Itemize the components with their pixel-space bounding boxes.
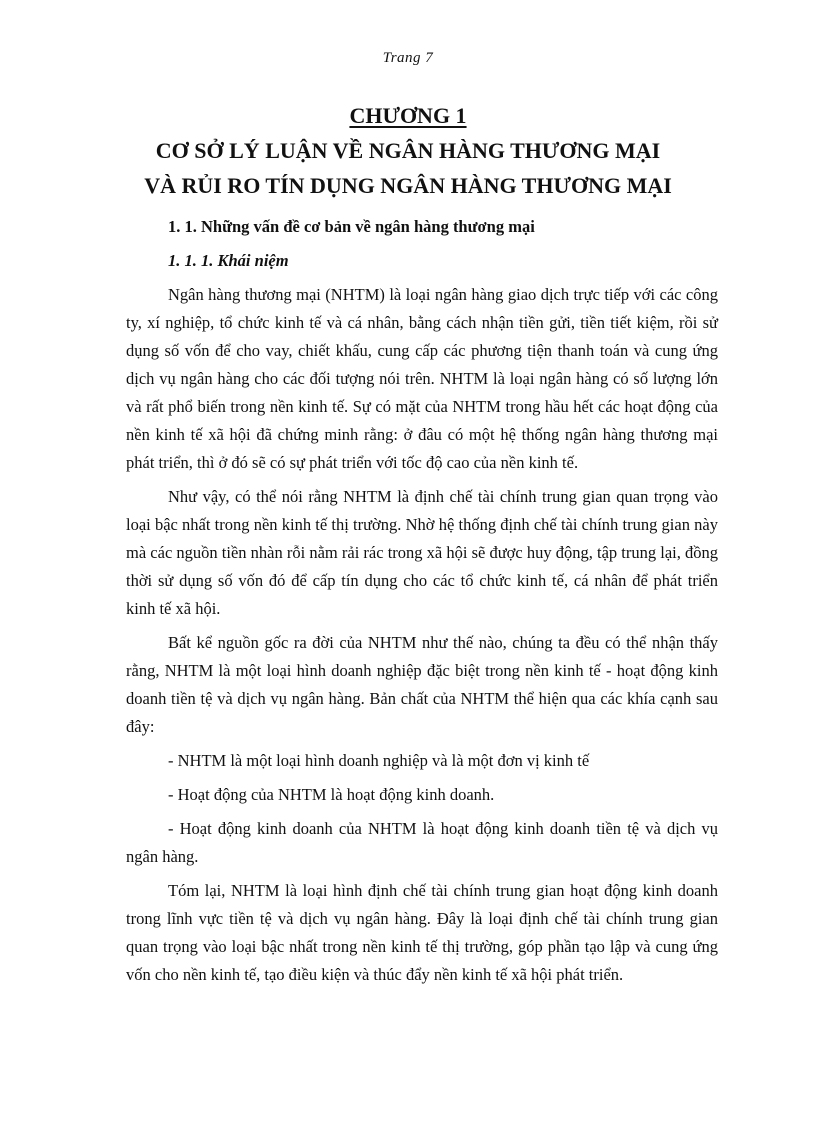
paragraph-definition: Ngân hàng thương mại (NHTM) là loại ngân hàng giao dịch trực tiếp với các công ty, xí nghiệp, tổ chức kinh tế và cá nhân, bằng cách nhận tiền gửi, tiền tiết kiệm, rồi sử dụng số vốn để cho vay, chiết khấu, cung cấp các phương tiện thanh toán và cung ứng dịch vụ ngân hàng cho các đối tượng nói trên. NHTM là loại ngân hàng có số lượng lớn và rất phổ biến trong nền kinh tế. Sự có mặt của NHTM trong hầu hết các hoạt động của nền kinh tế xã hội đã chứng minh rằng: ở đâu có một hệ thống ngân hàng thương mại phát triển, thì ở đó sẽ có sự phát triển với tốc độ cao của nền kinh tế. (126, 285, 718, 472)
paragraph-intermediary: Như vậy, có thể nói rằng NHTM là định chế tài chính trung gian quan trọng vào loại bậc nhất trong nền kinh tế thị trường. Nhờ hệ thống định chế tài chính trung gian này mà các nguồn tiền nhàn rỗi nằm rải rác trong xã hội sẽ được huy động, tập trung lại, đồng thời sử dụng số vốn đó để cấp tín dụng cho các tổ chức kinh tế, cá nhân để phát triển kinh tế xã hội. (126, 487, 718, 618)
list-item: - Hoạt động kinh doanh của NHTM là hoạt động kinh doanh tiền tệ và dịch vụ ngân hàng. (126, 819, 718, 866)
list-item: - NHTM là một loại hình doanh nghiệp và là một đơn vị kinh tế (168, 751, 590, 770)
chapter-label: CHƯƠNG 1 (349, 103, 467, 128)
document-body (126, 213, 718, 995)
chapter-heading (100, 98, 716, 203)
chapter-title-line-2: VÀ RỦI RO TÍN DỤNG NGÂN HÀNG THƯƠNG MẠI (144, 173, 672, 198)
paragraph-nature: Bất kể nguồn gốc ra đời của NHTM như thế nào, chúng ta đều có thể nhận thấy rằng, NHTM là một loại hình doanh nghiệp đặc biệt trong nền kinh tế - hoạt động kinh doanh tiền tệ và dịch vụ ngân hàng. Bản chất của NHTM thể hiện qua các khía cạnh sau đây: (126, 633, 718, 736)
chapter-title-line-1: CƠ SỞ LÝ LUẬN VỀ NGÂN HÀNG THƯƠNG MẠI (155, 138, 661, 163)
subsection-heading: 1. 1. 1. Khái niệm (168, 251, 289, 270)
list-item: - Hoạt động của NHTM là hoạt động kinh doanh. (168, 785, 495, 804)
paragraph-conclusion: Tóm lại, NHTM là loại hình định chế tài chính trung gian hoạt động kinh doanh trong lĩnh vực tiền tệ và dịch vụ ngân hàng. Đây là loại định chế tài chính trung gian quan trọng vào loại bậc nhất trong nền kinh tế thị trường, góp phần tạo lập và cung ứng vốn cho nền kinh tế, tạo điều kiện và thúc đẩy nền kinh tế xã hội phát triển. (126, 881, 718, 984)
page-number: Trang 7 (382, 50, 434, 66)
section-heading: 1. 1. Những vấn đề cơ bản về ngân hàng thương mại (168, 217, 535, 236)
